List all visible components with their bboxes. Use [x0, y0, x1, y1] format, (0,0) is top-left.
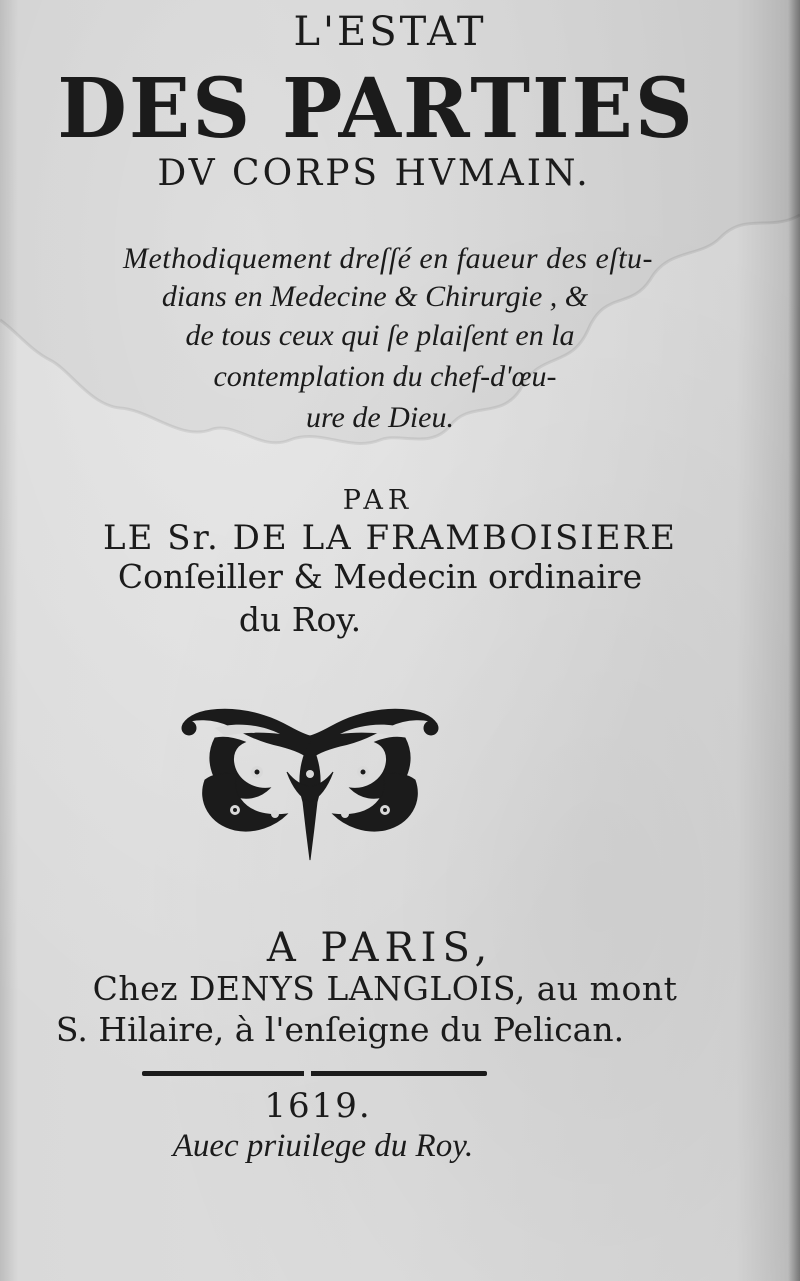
royal-privilege: Auec priuilege du Roy.	[172, 1128, 474, 1164]
title-line-1: L'ESTAT	[293, 9, 487, 55]
imprint-publisher: Chez DENYS LANGLOIS, au mont	[92, 969, 678, 1008]
subtitle-line: dians en Medecine & Chirurgie , &	[161, 280, 589, 313]
subtitle-line: ure de Dieu.	[305, 401, 454, 434]
imprint-year: 1619.	[264, 1086, 372, 1126]
title-line-3: DV CORPS HVMAIN.	[157, 153, 591, 194]
author-name: LE Sr. DE LA FRAMBOISIERE	[103, 518, 677, 558]
subtitle-line: Methodiquement dreſſé en faueur des eſtu-	[122, 242, 654, 275]
divider-rule	[142, 1071, 487, 1076]
author-role-line-1: Conſeiller & Medecin ordinaire	[117, 557, 643, 596]
subtitle-line: de tous ceux qui ſe plaiſent en la	[185, 319, 575, 352]
imprint-city: A PARIS,	[266, 925, 494, 971]
title-line-2: DES PARTIES	[57, 61, 695, 157]
fleuron-ornament-icon	[175, 702, 445, 862]
page-edge-shadow	[788, 0, 800, 1281]
imprint-address: S. Hilaire, à l'enſeigne du Pelican.	[55, 1010, 625, 1049]
subtitle-line: contemplation du chef-d'œu-	[213, 360, 557, 393]
byline-par: PAR	[342, 485, 414, 516]
author-role-line-2: du Roy.	[238, 600, 362, 639]
